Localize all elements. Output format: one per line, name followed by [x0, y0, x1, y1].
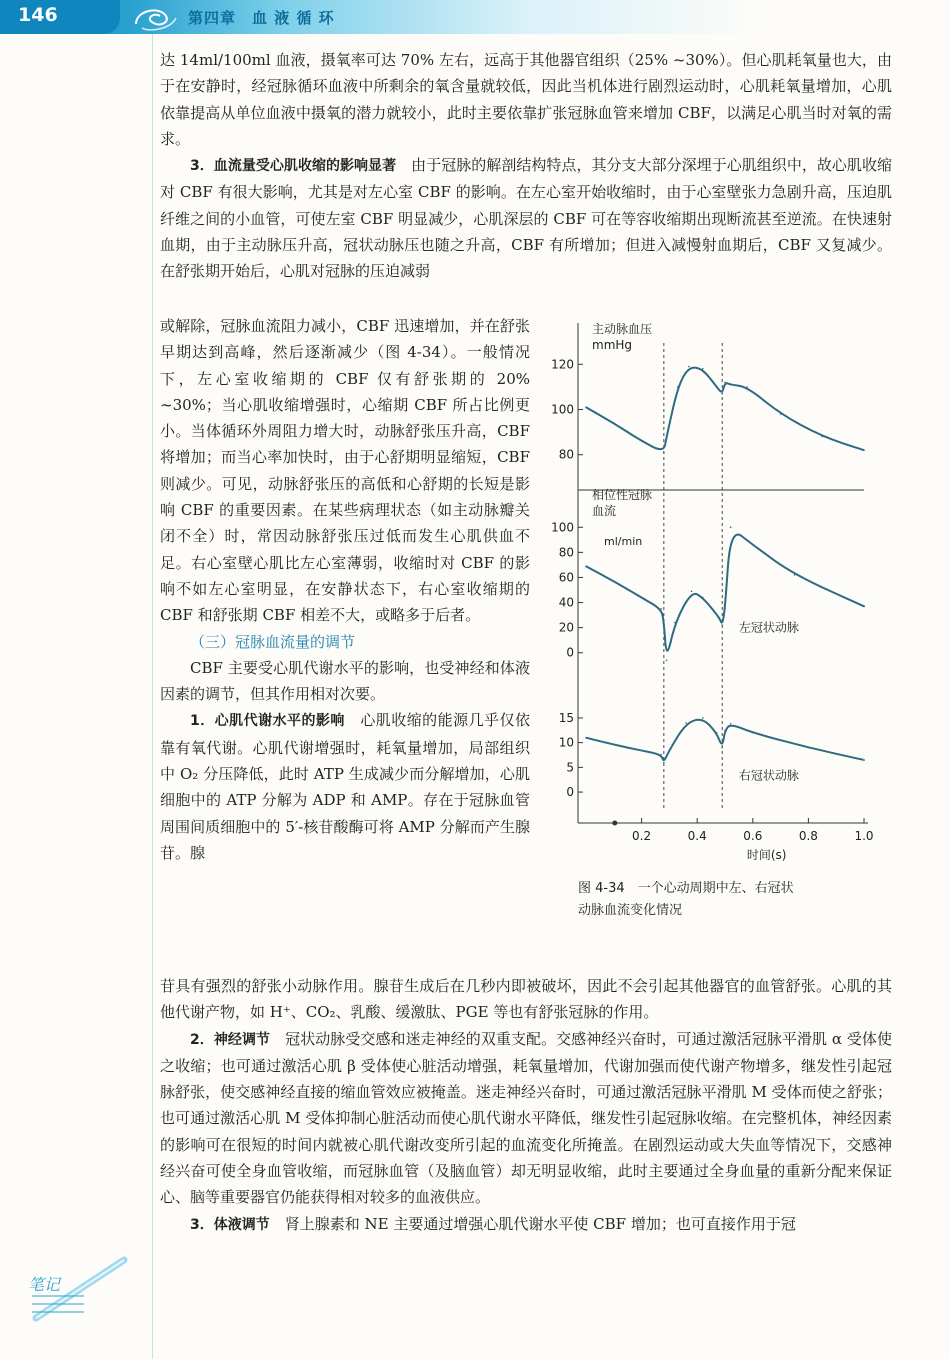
text-block-bottom: [160, 973, 892, 1238]
section-title-3: 3．血流量受心肌收缩的影响显著: [190, 158, 397, 175]
data-point-p3-6: [685, 722, 687, 724]
data-point-p3-10: [724, 730, 726, 732]
paragraph-4-continued: 苷具有强烈的舒张小动脉作用。腺苷生成后在几秒内即被破坏，因此不会引起其他器官的血管舒张。心肌的其他代谢产物，如 H⁺、CO₂、乳酸、缓激肽、PGE 等也有舒张冠脉的作用。: [160, 977, 892, 1022]
data-point-p1-14: [822, 436, 824, 438]
data-point-p3-11: [730, 723, 732, 725]
data-point-p2-8: [702, 597, 704, 599]
subsection-heading: （三）冠脉血流量的调节: [190, 632, 356, 651]
y-tick-label-p1-120: 120: [551, 357, 574, 372]
data-point-p2-3: [660, 608, 662, 610]
data-point-p2-13: [752, 544, 754, 546]
data-point-p1-2: [641, 440, 643, 442]
x-tick-label-0.2: 0.2: [632, 829, 652, 843]
data-point-p2-4: [663, 621, 665, 623]
x-axis-label: 时间(s): [746, 848, 787, 862]
data-point-p1-1: [613, 422, 615, 424]
paragraph-5: [160, 1026, 892, 1211]
y-tick-label-p3-0: 0: [566, 785, 574, 800]
data-point-p1-0: [585, 406, 587, 408]
x-tick-label-1.0: 1.0: [854, 829, 874, 843]
notes-label: 笔记: [28, 1275, 61, 1294]
series-line-左冠状动脉: [586, 535, 864, 651]
data-point-p1-11: [730, 384, 732, 386]
panel-label-2-line1: 相位性冠脉: [592, 488, 653, 502]
data-point-p1-10: [724, 382, 726, 384]
section-title-1: 1．心肌代谢水平的影响: [190, 713, 345, 730]
panel-label-2-line2: 血流: [592, 504, 617, 518]
data-point-p1-12: [746, 386, 748, 388]
chapter-title: 第四章 血 液 循 环: [188, 9, 335, 27]
text-block-left-column: [160, 313, 530, 866]
paragraph-5-text: 冠状动脉受交感和迷走神经的双重支配。交感神经兴奋时，可通过激活冠脉平滑肌 α 受体使之收缩；也可通过激活心肌 β 受体使心脏活动增强，耗氧量增加，代谢加强而使代谢产物增多，继发性引起冠脉舒张，使交感神经直接的缩血管效应被掩盖。迷走神经兴奋时，可通过激活冠脉平滑肌 M 受体而使之舒张；也可通过激活心肌 M 受体抑制心脏活动而使心肌代谢水平降低，继发性引起冠脉收缩。在完整机体，神经因素的影响可在很短的时间内就被心肌代谢改变所引起的血流变化所掩盖。在剧烈运动或大失血等情况下，交感神经兴奋可使全身血管收缩，而冠脉血管（及脑血管）却无明显收缩，此时主要通过全身血量的重新分配来保证心、脑等重要器官仍能获得相对较多的血液供应。: [160, 1029, 892, 1207]
paragraph-6: [160, 1211, 892, 1238]
paragraph-1: 达 14ml/100ml 血液，摄氧率可达 70% 左右，远高于其他器官组织（25% ~30%）。但心肌耗氧量也大，由于在安静时，经冠脉循环血液中所剩余的氧含量就较低，因此当机体进行剧烈运动时，心肌耗氧量增加，心肌依靠提高从单位血液中摄氧的潜力就较小，此时主要依靠扩张冠脉血管来增加 CBF，以满足心肌当时对氧的需求。: [160, 51, 892, 148]
x-tick-label-0.4: 0.4: [687, 829, 707, 843]
y-tick-label-p2-20: 20: [558, 620, 574, 635]
panel-unit-2: ml/min: [604, 535, 643, 548]
data-point-p2-10: [721, 624, 723, 626]
panel-label-1-line2: mmHg: [592, 338, 633, 352]
data-point-p3-5: [669, 749, 671, 751]
data-point-p3-7: [702, 717, 704, 719]
data-point-p2-6: [674, 622, 676, 624]
data-point-p2-12: [730, 527, 732, 529]
margin-rule: [152, 34, 153, 1359]
data-point-p2-2: [641, 597, 643, 599]
figure-caption: [578, 878, 858, 922]
paragraph-2-continued: 或解除，冠脉血流阻力减小，CBF 迅速增加，并在舒张早期达到高峰，然后逐渐减少（图 4-34）。一般情况下，左心室收缩期的 CBF 仅有舒张期的 20% ~30%；当心肌收缩增强时，心缩期 CBF 所占比例更小。当体循环外周阻力增大时，动脉舒张压升高，CBF 将增加；而当心率加快时，由于心舒期明显缩短，CBF 则减少。可见，动脉舒张压的高低和心舒期的长短是影响 CBF 的重要因素。在某些病理状态（如主动脉瓣关闭不全）时，常因动脉舒张压过低而发生心肌供血不足。右心室壁心肌比左心室薄弱，收缩时对 CBF 的影响不如左心室明显，在安静状态下，右心室收缩期的 CBF 和舒张期 CBF 相差不大，或略多于后者。: [160, 317, 530, 625]
y-tick-label-p3-10: 10: [558, 735, 574, 750]
y-tick-label-p2-100: 100: [551, 520, 574, 535]
paragraph-4: [160, 707, 530, 866]
y-tick-label-p2-60: 60: [558, 570, 574, 585]
x-tick-label-0.6: 0.6: [743, 829, 763, 843]
data-point-p1-4: [666, 436, 668, 438]
data-point-p1-3: [663, 452, 665, 454]
data-point-p3-1: [613, 744, 615, 746]
series-line-主动脉血压: [586, 368, 864, 451]
data-point-p1-5: [677, 386, 679, 388]
data-point-p2-9: [719, 617, 721, 619]
y-tick-label-p1-80: 80: [558, 447, 574, 462]
data-point-p1-9: [721, 393, 723, 395]
series-line-右冠状动脉: [586, 720, 864, 760]
paragraph-2: [160, 152, 892, 284]
data-point-p1-15: [863, 449, 865, 451]
section-title-humoral: 3．体液调节: [190, 1216, 270, 1233]
notes-area: [28, 1272, 60, 1295]
data-point-p1-8: [716, 386, 718, 388]
figure-caption-line-1: 图 4-34 一个心动周期中左、右冠状: [578, 881, 794, 896]
data-point-p3-3: [660, 754, 662, 756]
y-tick-label-p2-80: 80: [558, 545, 574, 560]
text-block-top: [160, 47, 892, 285]
data-point-p2-5: [666, 660, 668, 662]
data-point-p2-0: [585, 565, 587, 567]
x-axis-origin-dot: [612, 821, 617, 826]
data-point-p3-4: [663, 762, 665, 764]
page-number: 146: [18, 4, 58, 26]
pen-icon: [28, 1252, 138, 1322]
x-tick-label-0.8: 0.8: [798, 829, 818, 843]
data-point-p2-14: [794, 574, 796, 576]
y-tick-label-p2-40: 40: [558, 595, 574, 610]
series-label-2: 左冠状动脉: [738, 620, 799, 635]
data-point-p3-12: [752, 732, 754, 734]
data-point-p3-0: [585, 737, 587, 739]
y-tick-label-p3-15: 15: [558, 710, 574, 725]
figure-caption-line-2: 动脉血流变化情况: [578, 903, 683, 918]
y-tick-label-p3-5: 5: [566, 760, 574, 775]
data-point-p2-1: [613, 580, 615, 582]
data-point-p2-11: [724, 608, 726, 610]
page-number-box: [0, 0, 120, 34]
data-point-p1-13: [780, 413, 782, 415]
y-tick-label-p2-0: 0: [566, 645, 574, 660]
paragraph-4-text: 心肌收缩的能源几乎仅依靠有氧代谢。心肌代谢增强时，耗氧量增加，局部组织中 O₂ 分压降低，此时 ATP 生成减少而分解增加，心肌细胞中的 ATP 分解为 ADP 和 AMP。存在于冠脉血管周围间质细胞中的 5′-核苷酸酶可将 AMP 分解而产生腺苷。腺: [160, 711, 530, 862]
paragraph-2-text: 由于冠脉的解剖结构特点，其分支大部分深埋于心肌组织中，故心肌收缩对 CBF 有很大影响，尤其是对左心室 CBF 的影响。在左心室开始收缩时，由于心室壁张力急剧升高，压迫肌纤维之间的小血管，可使左室 CBF 明显减少，心肌深层的 CBF 可在等容收缩期出现断流甚至逆流。在快速射血期，由于主动脉压升高，冠状动脉压也随之升高，CBF 有所增加；但进入减慢射血期后，CBF 又复减少。在舒张期开始后，心肌对冠脉的压迫减弱: [160, 156, 892, 281]
data-point-p1-6: [688, 366, 690, 368]
series-label-3: 右冠状动脉: [738, 768, 799, 783]
data-point-p3-9: [721, 747, 723, 749]
y-tick-label-p1-100: 100: [551, 402, 574, 417]
panel-label-1-line1: 主动脉血压: [592, 322, 653, 336]
data-point-p2-15: [863, 606, 865, 608]
data-point-p3-8: [716, 732, 718, 734]
data-point-p2-7: [691, 591, 693, 593]
paragraph-6-text: 肾上腺素和 NE 主要通过增强心肌代谢水平使 CBF 增加；也可直接作用于冠: [284, 1214, 796, 1233]
paragraph-3: CBF 主要受心肌代谢水平的影响，也受神经和体液因素的调节，但其作用相对次要。: [160, 658, 530, 704]
section-title-2: 2．神经调节: [190, 1031, 271, 1048]
data-point-p3-2: [641, 750, 643, 752]
data-point-p3-14: [863, 759, 865, 761]
data-point-p3-13: [808, 747, 810, 749]
figure-4-34-chart: [548, 313, 888, 868]
swirl-ornament-icon: [130, 2, 182, 32]
data-point-p1-7: [702, 368, 704, 370]
